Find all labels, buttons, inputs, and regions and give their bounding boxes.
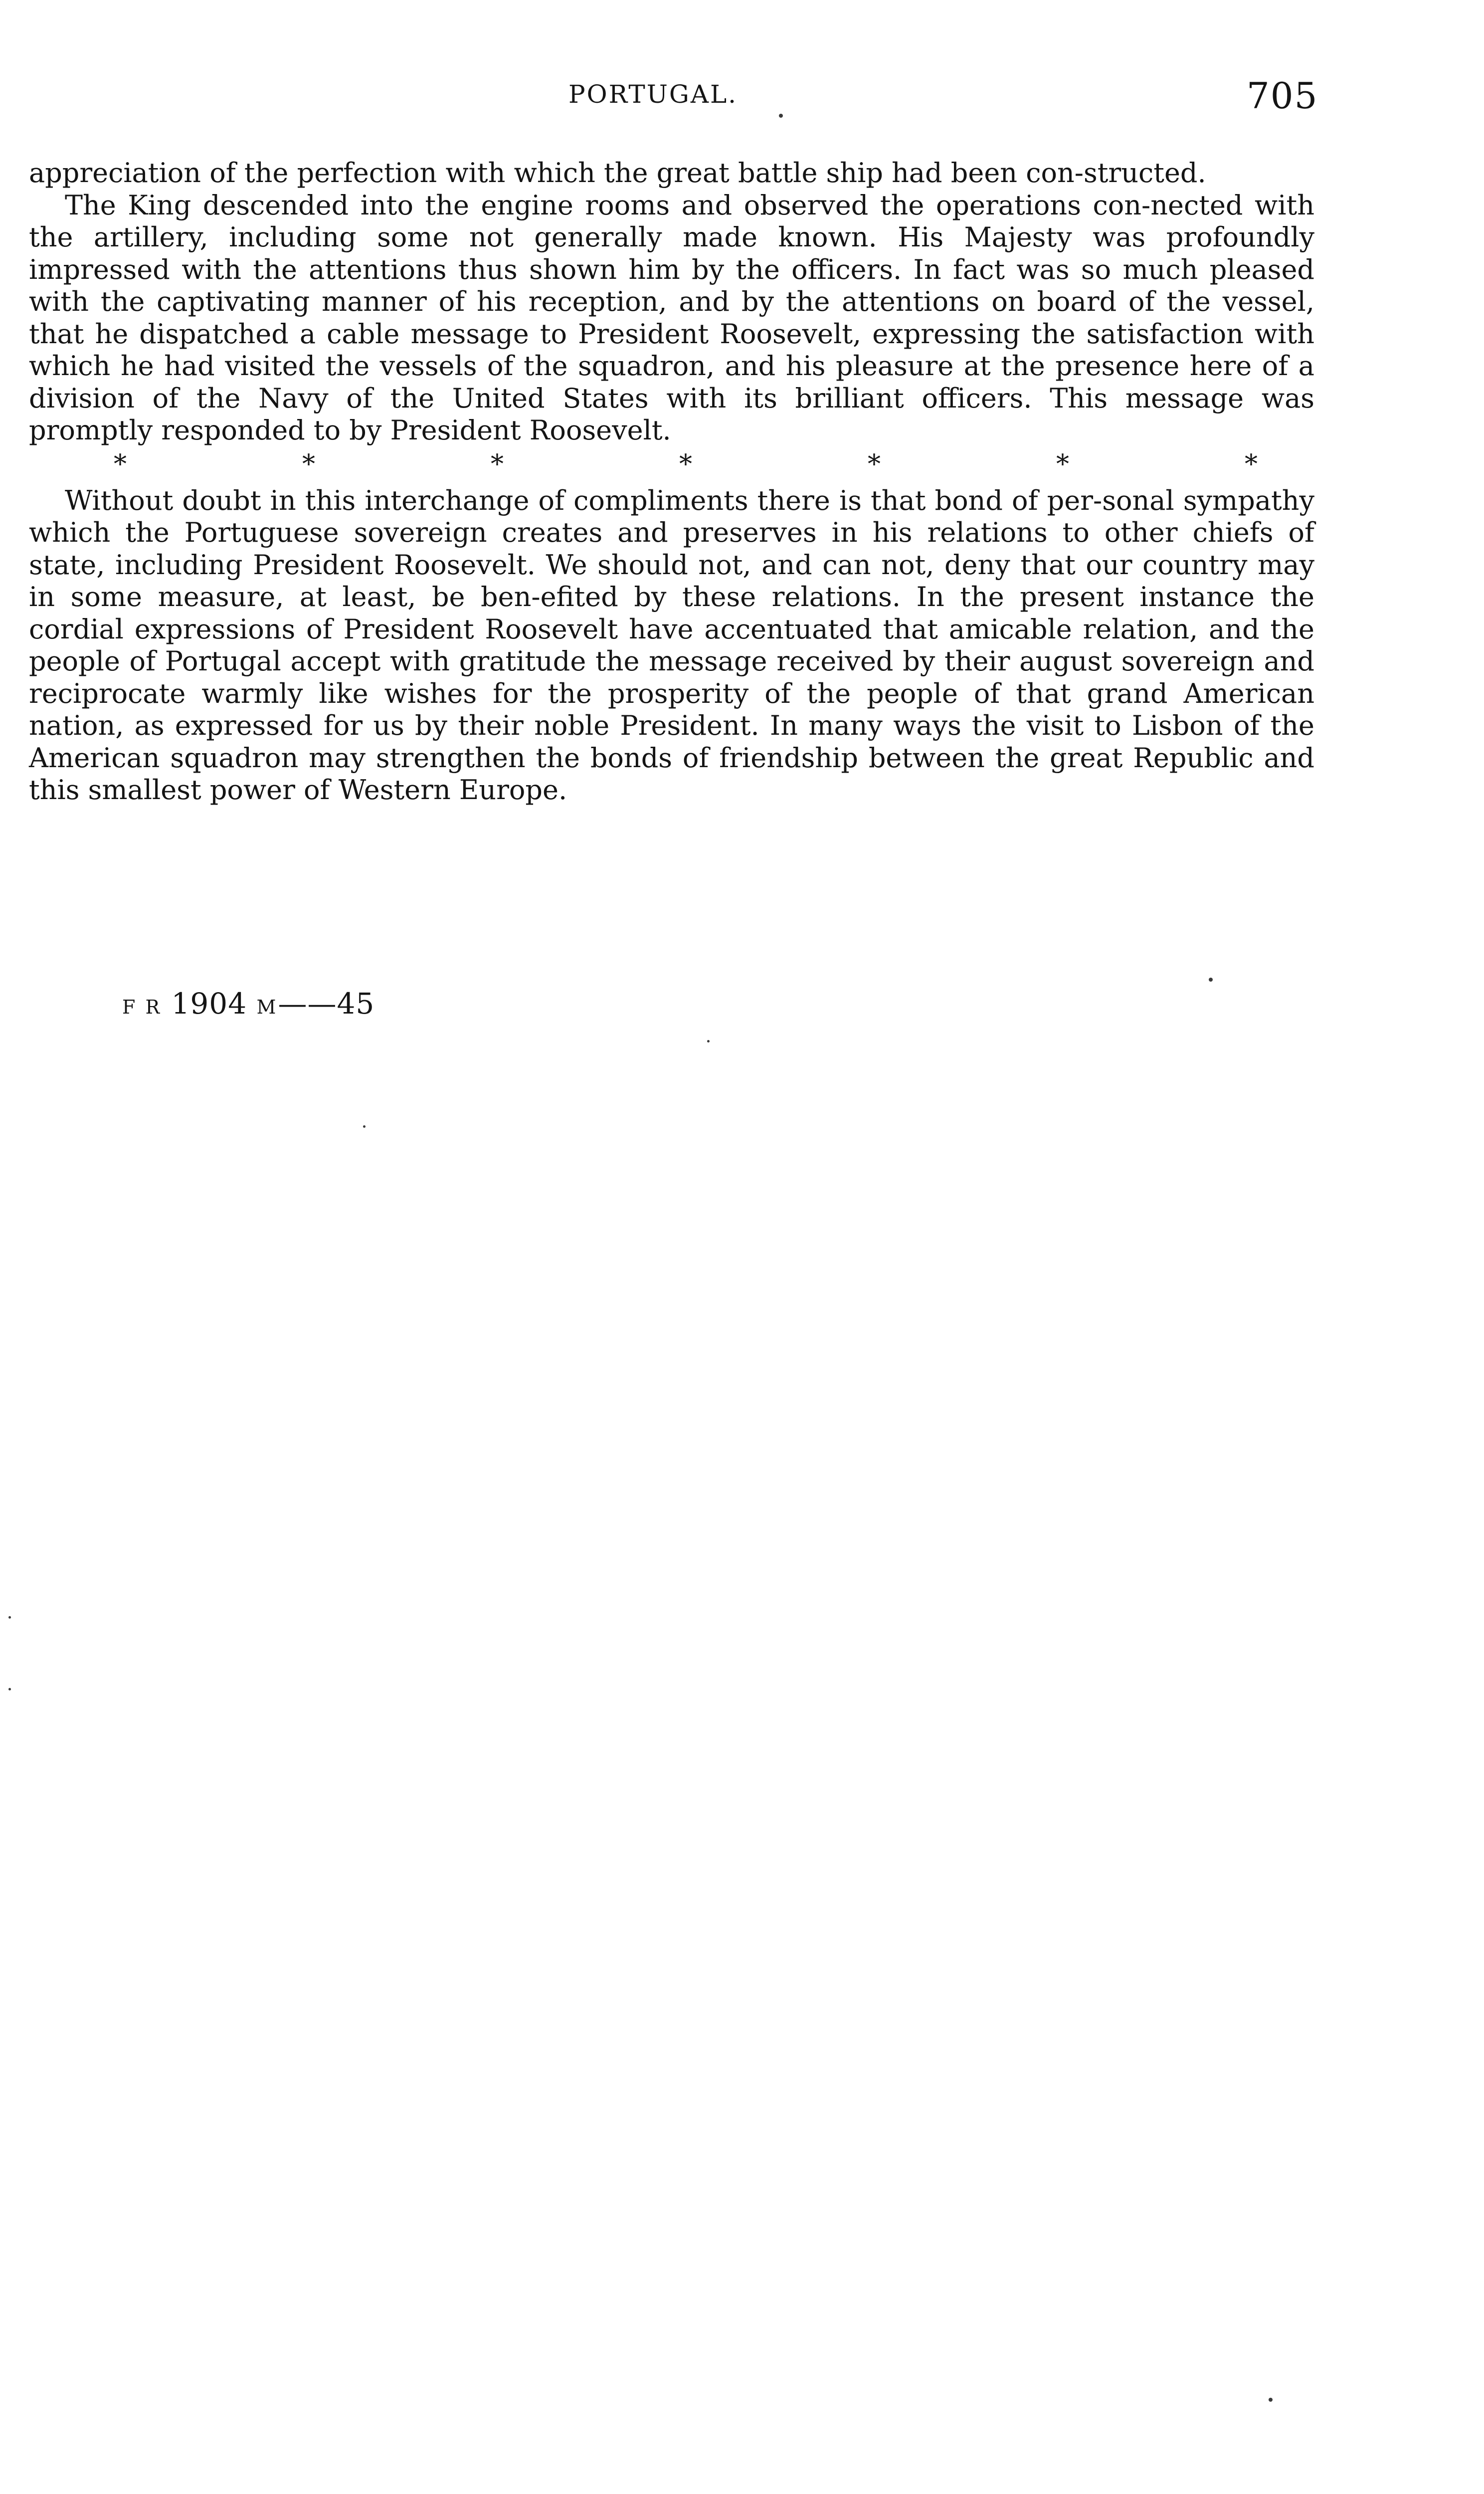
scan-speck [779, 114, 783, 118]
scan-speck [363, 1125, 366, 1128]
scan-speck [1269, 2398, 1273, 2402]
signature-sheet: 45 [337, 987, 375, 1021]
signature-year: 1904 [171, 987, 247, 1021]
asterisk: * [491, 449, 504, 479]
signature-dash: —— [278, 987, 337, 1021]
page-number: 705 [1247, 75, 1318, 117]
signature-prefix: F R [122, 996, 162, 1018]
scan-speck [707, 1040, 710, 1042]
asterisk: * [679, 449, 692, 479]
paragraph-continuation: appreciation of the perfection with which the great battle ship had been con-structed. [29, 157, 1206, 189]
asterisk: * [114, 449, 127, 479]
scan-speck [1209, 978, 1213, 982]
scan-speck [8, 1688, 11, 1690]
asterisk: * [1056, 449, 1069, 479]
paragraph-king-visit: The King descended into the engine rooms and observed the operations con-nected with the artillery, including some not generally made known. His Majesty was profoundly impressed with the attentions thus shown him by the officers. In fact was so much pleased with the captivating manner of his reception, and by the attentions on board of the vessel, that he dispatched a cable message to President Roosevelt, expressing the satisfaction with which he had visited the vessels of the squadron, and his pleasure at the presence here of a division of the Navy of the United States with its brilliant officers. This message was promptly responded to by President Roosevelt. [29, 189, 1314, 446]
asterisk: * [1245, 449, 1258, 479]
signature-mark [122, 987, 374, 1021]
asterisk: * [868, 449, 881, 479]
scan-speck [8, 1616, 11, 1619]
paragraph-interchange: Without doubt in this interchange of compliments there is that bond of per-sonal sympathy which the Portuguese sovereign creates and preserves in his relations to other chiefs of state, including President Roosevelt. We should not, and can not, deny that our country may in some measure, at least, be ben-efited by these relations. In the present instance the cordial expressions of President Roosevelt have accentuated that amicable relation, and the people of Portugal accept with gratitude the message received by their august sovereign and reciprocate warmly like wishes for the prosperity of the people of that grand American nation, as expressed for us by their noble President. In many ways the visit to Lisbon of the American squadron may strengthen the bonds of friendship between the great Republic and this smallest power of Western Europe. [29, 484, 1314, 806]
running-title: PORTUGAL. [568, 80, 738, 109]
ellipsis-asterisks [29, 449, 1314, 480]
asterisk: * [302, 449, 315, 479]
signature-volume: M [256, 996, 278, 1018]
body-text [29, 157, 1314, 807]
